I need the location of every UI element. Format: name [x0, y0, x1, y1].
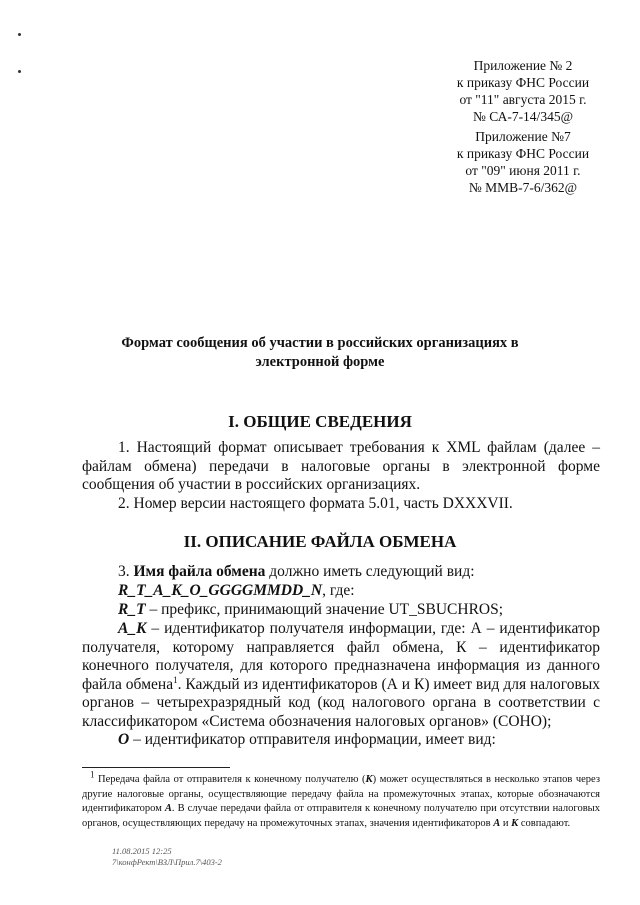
footnote-k-2: К — [511, 817, 519, 829]
document-title-line-2: электронной форме — [255, 354, 385, 370]
definition-ak-text: – идентификатор получателя информации, где: А – идентификатор получателя, которому направляется файл обмена, К – идентификатор конечного получателя, для которого предназначена информация из данного файла обмена — [82, 620, 600, 693]
margin-dot — [18, 70, 21, 73]
paragraph-3 — [82, 563, 600, 582]
footnote-text-a: Передача файла от отправителя к конечному получателю ( — [94, 774, 366, 785]
paragraph-2: 2. Номер версии настоящего формата 5.01, часть DXXXVII. — [118, 495, 513, 512]
definition-o-term: O — [118, 731, 130, 748]
print-stamp-date: 11.08.2015 12:25 — [112, 846, 172, 856]
definition-ak-text-continued: . Каждый из идентификаторов (А и К) имеет вид для налоговых органов – четырехразрядный код (код налогового органа в соответствии с классификатором «Система обозначения налоговых органов» (СОНО); — [82, 675, 600, 730]
footnote-text-b: ) может осуществляться в несколько этапов через другие налоговые органы, осуществляющие передачу файла на промежуточных этапах, которые обозначаются идентификатором — [82, 774, 600, 815]
footnote-text-e: совпадают. — [518, 817, 571, 829]
appendix-7-order-number: № ММВ-7-6/362@ — [468, 180, 578, 195]
filename-pattern: R_T_A_K_O_GGGGMMDD_N — [118, 582, 323, 599]
footnote-mark: 1 — [90, 769, 95, 780]
appendix-7-date: от "09" июня 2011 г. — [465, 163, 581, 178]
appendix-2-number: Приложение № 2 — [473, 58, 573, 73]
definition-ak — [82, 620, 600, 732]
margin-dot — [18, 33, 21, 36]
footnote-k-1: К — [365, 774, 373, 785]
definition-rt — [82, 601, 600, 620]
paragraph-1: 1. Настоящий формат описывает требования к XML файлам (далее – файлам обмена) передачи в налоговые органы в электронной форме сообщения об участии в российских организациях. — [82, 439, 600, 494]
footnote-text-d: и — [500, 817, 512, 829]
definition-rt-text: – префикс, принимающий значение UT_SBUCHROS; — [145, 601, 504, 618]
footnote-a-2: А — [493, 817, 501, 829]
filename-pattern-line — [82, 582, 600, 601]
footnote-reference[interactable]: 1 — [173, 674, 178, 685]
appendix-2-order-ref: к приказу ФНС России — [456, 75, 590, 90]
footnote-a-1: А — [164, 803, 172, 815]
section-1-heading: I. ОБЩИЕ СВЕДЕНИЯ — [228, 412, 412, 431]
print-stamp-path: 7\конфРект\ВЗЛ\Прил.7\403-2 — [112, 857, 222, 867]
definition-o — [82, 731, 600, 750]
paragraph-3-text: должно иметь следующий вид: — [265, 563, 475, 580]
footnote-text-c: . В случае передачи файла от отправителя к конечному получателю при отсутствии налоговых органов, осуществляющих передачу на промежуточных этапах, значения идентификаторов — [82, 803, 600, 829]
appendix-2-date: от "11" августа 2015 г. — [459, 92, 587, 107]
paragraph-3-number: 3. — [118, 563, 134, 580]
appendix-7-block — [448, 128, 598, 196]
definition-rt-term: R_T — [118, 601, 146, 618]
appendix-2-block — [448, 57, 598, 125]
document-title-line-1: Формат сообщения об участии в российских организациях в — [121, 335, 519, 351]
definition-o-text: – идентификатор отправителя информации, имеет вид: — [129, 731, 496, 748]
filename-pattern-suffix: , где: — [322, 582, 355, 599]
definition-ak-term: A_K — [118, 620, 147, 637]
appendix-7-number: Приложение №7 — [475, 129, 571, 144]
paragraph-3-term: Имя файла обмена — [133, 563, 266, 580]
print-stamp — [112, 846, 222, 868]
section-2-heading: II. ОПИСАНИЕ ФАЙЛА ОБМЕНА — [183, 532, 457, 551]
appendix-7-order-ref: к приказу ФНС России — [456, 146, 590, 161]
appendix-2-order-number: № СА-7-14/345@ — [472, 109, 573, 124]
footnote — [82, 769, 600, 831]
footnote-separator — [82, 767, 230, 768]
document-title — [60, 334, 580, 372]
